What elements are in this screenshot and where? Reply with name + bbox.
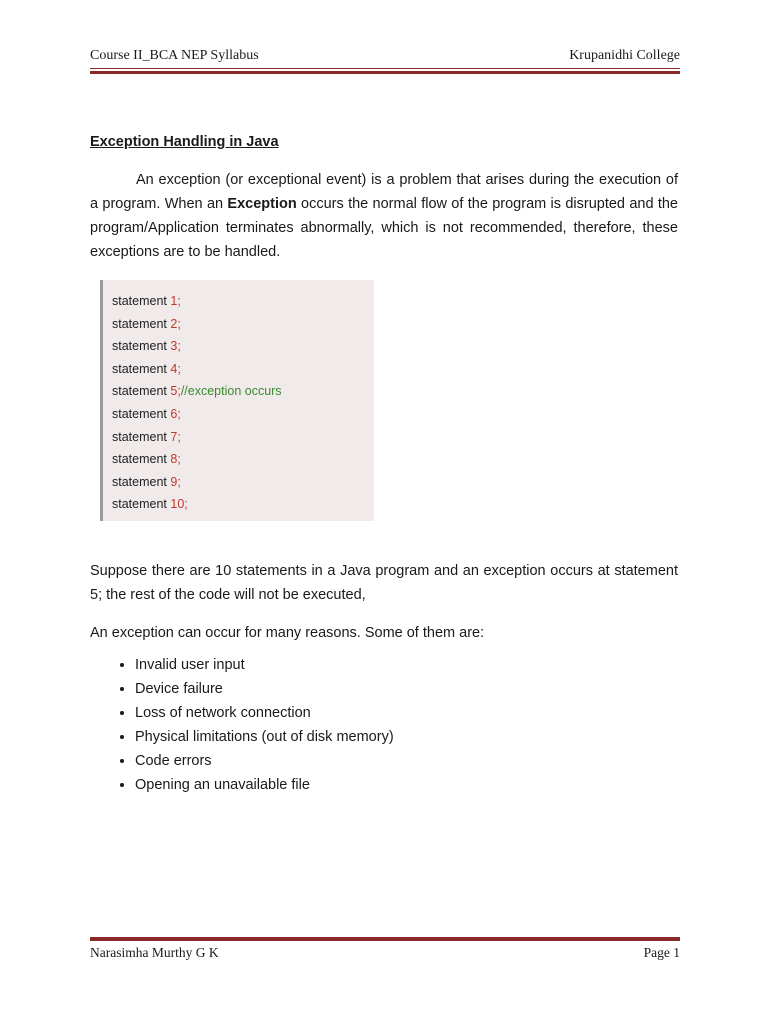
- explanation-paragraph: Suppose there are 10 statements in a Java program and an exception occurs at statement 5; the rest of the code will not be executed,: [90, 563, 678, 603]
- reasons-intro: An exception can occur for many reasons. Some of them are:: [90, 625, 485, 641]
- list-item: • Invalid user input: [135, 653, 678, 677]
- code-number: 6: [170, 406, 178, 421]
- code-number: 9: [170, 474, 178, 489]
- footer-author: Narasimha Murthy G K: [90, 945, 219, 960]
- footer-page-number: Page 1: [643, 945, 680, 960]
- list-item: • Physical limitations (out of disk memory): [135, 725, 678, 749]
- code-suffix: ;: [177, 406, 181, 421]
- code-line: [112, 426, 374, 449]
- code-suffix: ;: [177, 339, 181, 354]
- code-line: [112, 471, 374, 494]
- code-keyword: statement: [112, 497, 171, 512]
- reasons-list: [90, 653, 678, 797]
- code-number: 4: [170, 361, 178, 376]
- list-item: • Device failure: [135, 677, 678, 701]
- code-suffix: ;: [177, 429, 181, 444]
- code-line: [112, 493, 374, 516]
- code-keyword: statement: [112, 406, 171, 421]
- header-rule-thick: [90, 71, 680, 74]
- code-keyword: statement: [112, 339, 171, 354]
- code-keyword: statement: [112, 361, 171, 376]
- list-item: • Code errors: [135, 749, 678, 773]
- section-title: Exception Handling in Java: [90, 134, 279, 150]
- intro-text-2: occurs the normal flow of the program is disrupted and the program/Application terminates abnormally, which is not recommended, therefore, these exceptions are to be handled.: [90, 196, 678, 260]
- header-rule-thin: [90, 68, 680, 69]
- intro-paragraph: [90, 168, 678, 264]
- code-keyword: statement: [112, 316, 171, 331]
- header-college: Krupanidhi College: [569, 48, 680, 63]
- code-suffix: ;: [177, 316, 181, 331]
- list-item: • Loss of network connection: [135, 701, 678, 725]
- intro-text-1: An exception (or exceptional event) is a problem that arises during the execution of a program. When an: [90, 172, 678, 212]
- code-suffix: ;: [177, 294, 181, 308]
- code-number: 2: [170, 316, 178, 331]
- code-number: 5: [170, 384, 178, 399]
- code-suffix: ;: [177, 474, 181, 489]
- code-line: [112, 403, 374, 426]
- code-keyword: statement: [112, 452, 171, 467]
- code-line: [112, 313, 374, 336]
- code-example-box: [100, 280, 374, 521]
- code-line: [112, 380, 374, 403]
- code-line: [112, 335, 374, 358]
- code-keyword: statement: [112, 474, 171, 489]
- code-keyword: statement: [112, 384, 171, 399]
- page-header: [90, 48, 680, 74]
- code-comment: //exception occurs: [180, 384, 282, 399]
- page-content: [90, 130, 678, 797]
- code-keyword: statement: [112, 294, 171, 308]
- header-course: Course II_BCA NEP Syllabus: [90, 48, 259, 63]
- code-number: 3: [170, 339, 178, 354]
- code-number: 8: [170, 452, 178, 467]
- list-item: • Opening an unavailable file: [135, 773, 678, 797]
- code-line: [112, 448, 374, 471]
- code-suffix: ;: [177, 361, 181, 376]
- intro-bold-term: Exception: [227, 196, 297, 212]
- code-suffix: ;: [184, 497, 188, 512]
- code-line: [112, 290, 374, 313]
- code-suffix: ;: [177, 384, 181, 399]
- code-keyword: statement: [112, 429, 171, 444]
- page-footer: [90, 935, 680, 961]
- code-number: 10: [170, 497, 185, 512]
- footer-rule-thin: [90, 940, 680, 941]
- code-number: 1: [170, 294, 178, 308]
- code-number: 7: [170, 429, 178, 444]
- code-suffix: ;: [177, 452, 181, 467]
- code-line: [112, 358, 374, 381]
